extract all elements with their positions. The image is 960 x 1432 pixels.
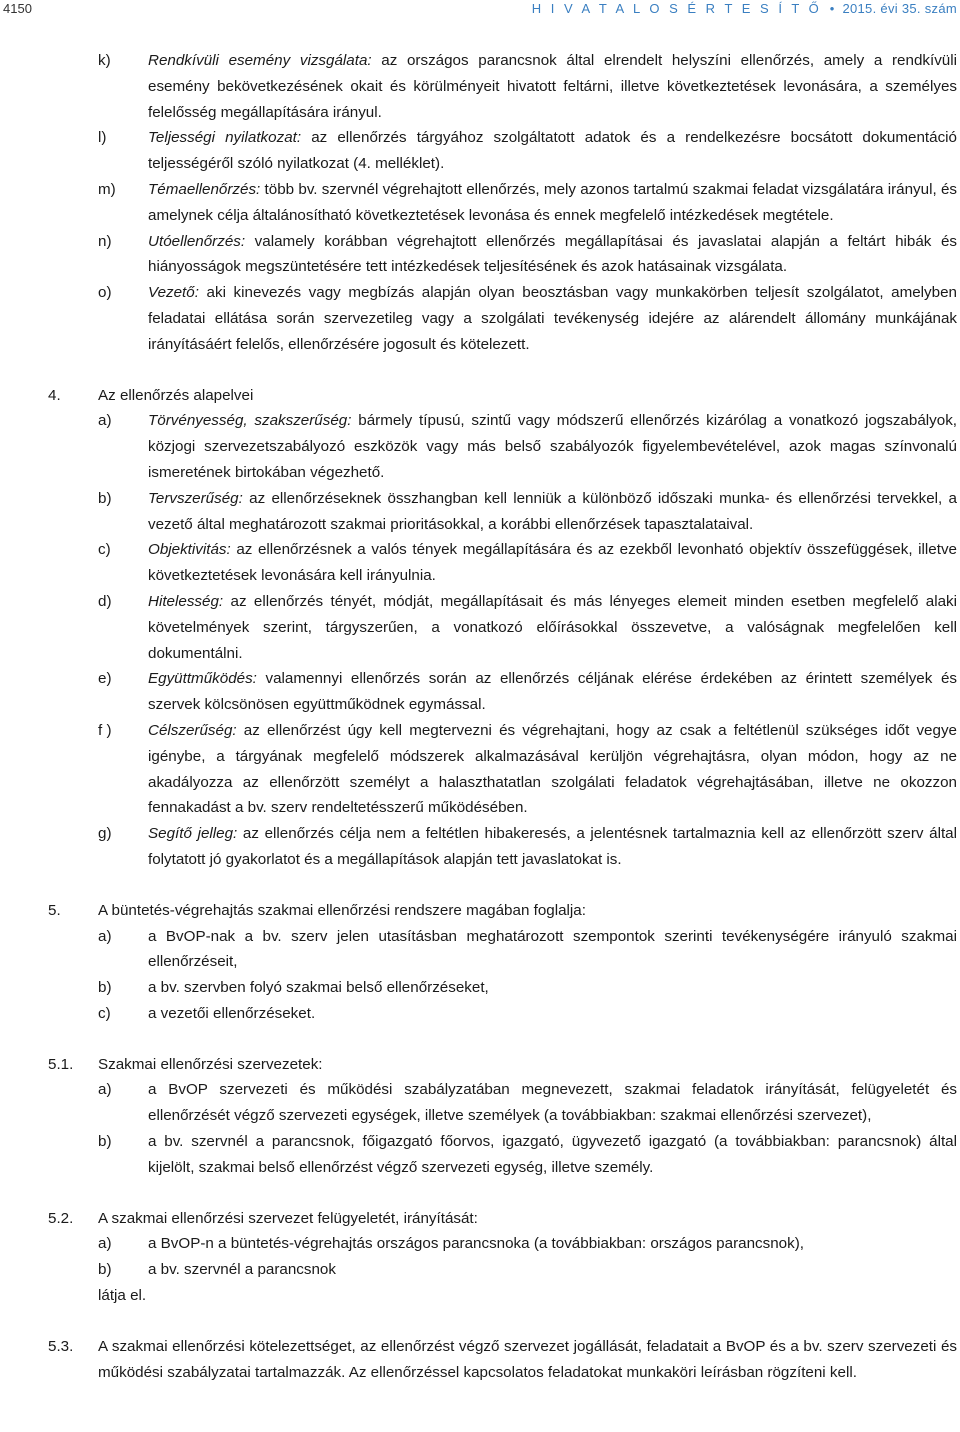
principle-item — [0, 408, 960, 485]
item-label: c) — [98, 541, 111, 559]
definition-item — [0, 229, 960, 281]
principle-text: valamennyi ellenőrzés során az ellenőrzés céljának elérése érdekében az érintett személyek és szervek kölcsönösen együttműködnek egymással. — [148, 670, 957, 714]
item-label: o) — [98, 284, 112, 302]
header-separator: • — [829, 1, 835, 16]
list-item-text: a BvOP szervezeti és működési szabályzatában megnevezett, szakmai feladatok irányítását, felügyeletét és ellenőrzését végző szervezeti egységek, illetve személyek (a továbbiakban: szakmai ellenőrzési szervezet), — [148, 1081, 957, 1125]
document-body — [0, 48, 960, 1385]
list-item — [0, 1077, 960, 1129]
principle-text: az ellenőrzést úgy kell megtervezni és végrehajtani, hogy az csak a feltétlenül szükséges időt vegye igénybe, a tárgyának megfelelő módszerek alkalmazásával kerüljön végrehajtásra, olyan módon, hogy az ne akadályozza az ellenőrzött személyt a halaszthatatlan szolgálati feladatok végrehajtásában, illetve ne okozzon fennakadást a bv. szerv rendeltetésszerű működésében. — [148, 721, 957, 817]
section-5-2 — [0, 1206, 960, 1309]
definition-term: Témaellenőrzés: — [148, 180, 261, 198]
item-label: c) — [98, 1004, 111, 1022]
section-number: 5.1. — [48, 1055, 74, 1073]
list-item-text: a bv. szervnél a parancsnok, főigazgató főorvos, igazgató, ügyvezető igazgató (a továbbiakban: parancsnok) által kijelölt, szakmai belső ellenőrzést végző szervezeti egység, illetve személy. — [148, 1133, 957, 1176]
section-paragraph — [0, 1334, 960, 1386]
item-label: l) — [98, 129, 107, 147]
item-label: d) — [98, 592, 112, 610]
principle-text: az ellenőrzés célja nem a feltétlen hibakeresés, a jelentésnek tartalmaznia kell az ellenőrzött szerv által folytatott jó gyakorlatot és a megállapítások alapján tett javaslatokat is. — [148, 825, 957, 868]
principle-item — [0, 666, 960, 718]
definitions-list — [0, 48, 960, 358]
definition-item — [0, 280, 960, 357]
list-item-text: a BvOP-n a büntetés-végrehajtás országos parancsnoka (a továbbiakban: országos parancsnok), — [148, 1235, 804, 1253]
principle-term: Törvényesség, szakszerűség: — [148, 412, 352, 430]
section-number: 5.2. — [48, 1209, 74, 1227]
item-label: a) — [98, 927, 112, 945]
principle-term: Segítő jelleg: — [148, 825, 238, 843]
section-5-1 — [0, 1052, 960, 1181]
section-4 — [0, 383, 960, 873]
list-item-text: a bv. szervnél a parancsnok — [148, 1261, 336, 1279]
section-tail-text: látja el. — [98, 1287, 147, 1305]
principle-text: az ellenőrzés tényét, módját, megállapításait és más lényeges elemeit minden esetben megfelelő alaki követelmények szerint, tárgyszerűen, a vonatkozó előírásokkal összevetve, a valóságnak megfelelően kell dokumentálni. — [148, 592, 957, 662]
principle-item — [0, 589, 960, 666]
principle-text: az ellenőrzésnek a valós tények megállapítására és az ezekből levonható objektív összefüggések, illetve következtetések levonására kell irányulnia. — [148, 541, 957, 585]
definition-text: az országos parancsnok által elrendelt helyszíni ellenőrzés, amely a rendkívüli esemény bekövetkezésének okait és körülményeit hivatott feltárni, illetve következtetések levonására, a személyes felelősség megállapítására irányul. — [148, 52, 957, 121]
definition-term: Teljességi nyilatkozat: — [148, 129, 302, 147]
section-number: 5. — [48, 901, 61, 919]
section-number: 4. — [48, 386, 61, 404]
list-item — [0, 924, 960, 976]
principle-item — [0, 486, 960, 538]
page-number: 4150 — [3, 1, 32, 16]
principle-item — [0, 821, 960, 873]
list-item-text: a BvOP-nak a bv. szerv jelen utasításban meghatározott szempontok szerinti tevékenységére irányuló szakmai ellenőrzéseit, — [148, 927, 957, 971]
issue-number: 2015. évi 35. szám — [842, 1, 957, 16]
principle-text: az ellenőrzéseknek összhangban kell lenniük a különböző időszaki munka- és ellenőrzési tervekkel, a vezető által meghatározott szakmai prioritásokkal, a korábbi ellenőrzések tapasztalataival. — [148, 489, 957, 533]
publication-info — [532, 1, 957, 16]
section-title: A büntetés-végrehajtás szakmai ellenőrzési rendszere magában foglalja: — [98, 901, 586, 919]
definition-text: aki kinevezés vagy megbízás alapján olyan beosztásban vagy munkakörben teljesít szolgálatot, amelyben feladatai ellátása során szervezetileg vagy a szolgálati tevékenység idejére az alárendelt állomány munkájának irányításáért felelős, ellenőrzésére jogosult és kötelezett. — [148, 284, 957, 353]
section-heading — [0, 383, 960, 409]
section-title: Szakmai ellenőrzési szervezetek: — [98, 1055, 323, 1073]
publication-title: H I V A T A L O S É R T E S Í T Ő — [531, 1, 822, 16]
list-item-text: a bv. szervben folyó szakmai belső ellenőrzéseket, — [148, 979, 489, 997]
item-label: k) — [98, 52, 111, 69]
list-item — [0, 1231, 960, 1257]
definition-item — [0, 48, 960, 125]
principle-term: Együttműködés: — [148, 670, 257, 688]
definition-term: Vezető: — [148, 284, 199, 302]
section-title: Az ellenőrzés alapelvei — [98, 386, 254, 404]
item-label: g) — [98, 825, 112, 843]
item-label: f ) — [98, 721, 112, 739]
item-label: a) — [98, 412, 112, 430]
section-heading — [0, 1052, 960, 1078]
principle-item — [0, 537, 960, 589]
item-label: n) — [98, 232, 112, 250]
section-5-3 — [0, 1334, 960, 1386]
principle-term: Tervszerűség: — [148, 489, 243, 507]
section-number: 5.3. — [48, 1337, 74, 1355]
definition-item — [0, 177, 960, 229]
spacer — [0, 1027, 960, 1052]
list-item — [0, 1001, 960, 1027]
spacer — [0, 873, 960, 898]
principle-item — [0, 718, 960, 821]
item-label: b) — [98, 489, 112, 507]
item-label: e) — [98, 670, 112, 688]
section-heading — [0, 1206, 960, 1232]
principle-term: Hitelesség: — [148, 592, 224, 610]
definition-text: az ellenőrzés tárgyához szolgáltatott adatok és a rendelkezésre bocsátott dokumentáció teljességéről szóló nyilatkozat (4. melléklet). — [148, 129, 957, 173]
principle-text: bármely típusú, szintű vagy módszerű ellenőrzés kizárólag a vonatkozó jogszabályok, közjogi szervezetszabályozó eszközök vagy más belső szabályozók figyelembevételével, azok magas színvonalú ismeretének birtokában végezhető. — [148, 412, 958, 481]
section-heading — [0, 898, 960, 924]
page-header — [0, 0, 960, 22]
list-item-text: a vezetői ellenőrzéseket. — [148, 1004, 316, 1022]
item-label: a) — [98, 1081, 112, 1099]
definition-text: több bv. szervnél végrehajtott ellenőrzés, mely azonos tartalmú szakmai feladat vizsgálatára irányul, és amelynek célja általánosítható következtetések levonása és ennek megfelelő intézkedések megtétele. — [148, 180, 957, 224]
section-5 — [0, 898, 960, 1027]
list-item — [0, 1129, 960, 1181]
item-label: b) — [98, 1261, 112, 1279]
spacer — [0, 358, 960, 383]
principle-term: Célszerűség: — [148, 721, 237, 739]
definition-term: Rendkívüli esemény vizsgálata: — [148, 52, 372, 69]
section-title: A szakmai ellenőrzési szervezet felügyeletét, irányítását: — [98, 1209, 478, 1227]
spacer — [0, 1309, 960, 1334]
definition-text: valamely korábban végrehajtott ellenőrzés megállapításai és javaslatai alapján a feltárt hibák és hiányosságok megszüntetésére tett intézkedések teljesítésének és azok hatásainak vizsgálata. — [148, 232, 957, 276]
definition-term: Utóellenőrzés: — [148, 232, 246, 250]
item-label: b) — [98, 979, 112, 997]
definition-item — [0, 125, 960, 177]
spacer — [0, 1181, 960, 1206]
item-label: m) — [98, 180, 116, 198]
list-item — [0, 975, 960, 1001]
section-text: A szakmai ellenőrzési kötelezettséget, az ellenőrzést végző szervezet jogállását, feladatait a BvOP és a bv. szerv szervezeti és működési szabályzatai tartalmazzák. Az ellenőrzéssel kapcsolatos feladatokat munkaköri leírásban rögzíteni kell. — [98, 1337, 957, 1381]
principle-term: Objektivitás: — [148, 541, 231, 559]
item-label: a) — [98, 1235, 112, 1253]
item-label: b) — [98, 1133, 112, 1151]
list-item — [0, 1257, 960, 1283]
